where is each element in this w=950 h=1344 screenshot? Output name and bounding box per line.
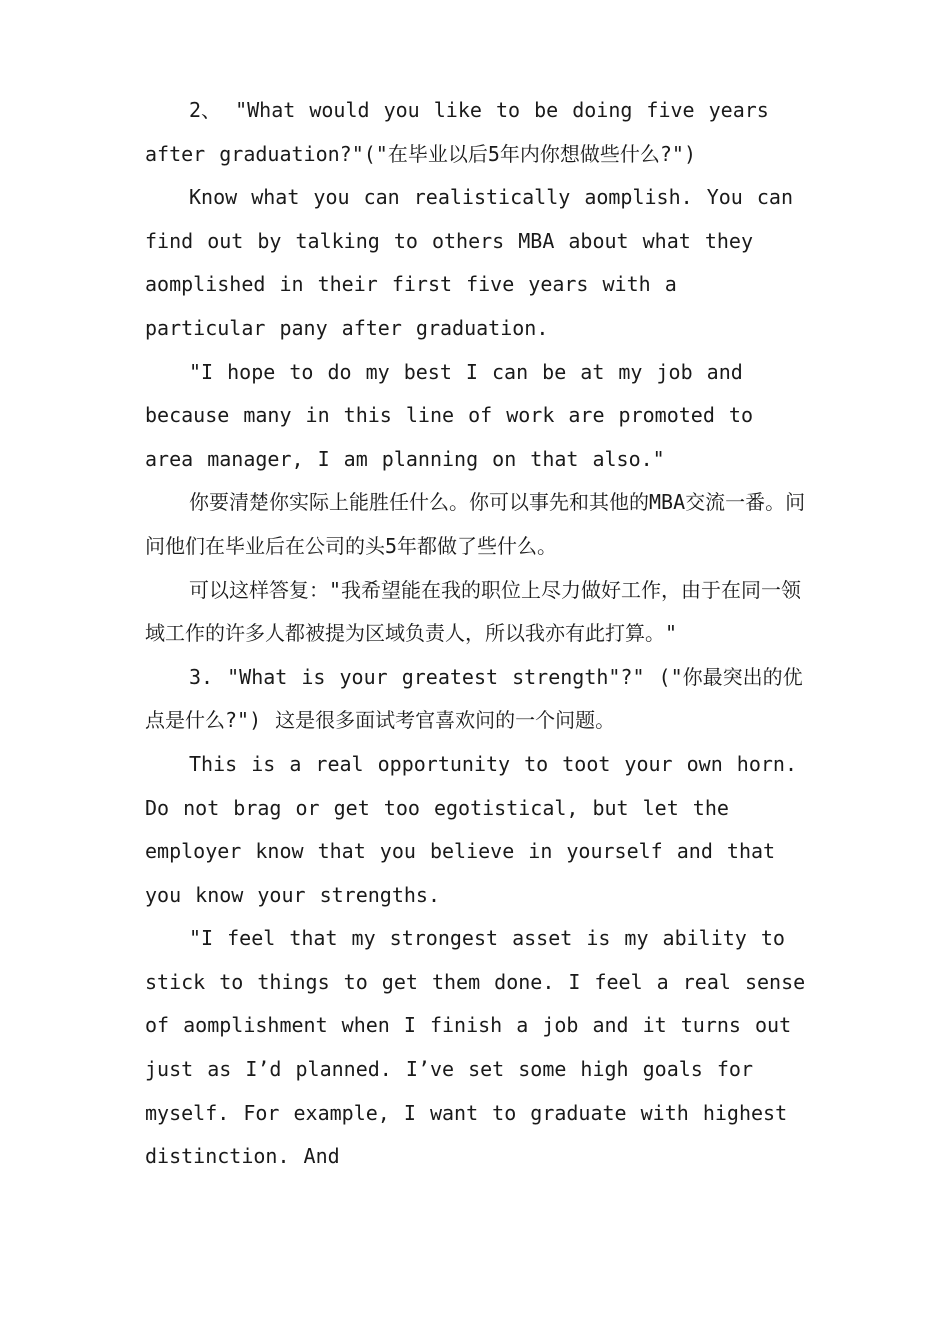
- paragraph-advice-chinese: 你要清楚你实际上能胜任什么。你可以事先和其他的MBA交流一番。问问他们在毕业后在公司的头5年都做了些什么。: [145, 490, 806, 558]
- paragraph-sample-answer-chinese: 可以这样答复："我希望能在我的职位上尽力做好工作，由于在同一领域工作的许多人都被提为区域负责人，所以我亦有此打算。": [145, 577, 802, 646]
- paragraph-advice-english: Know what you can realistically aomplish. You can find out by talking to others MBA about what they aomplished in their first five years with a particular pany after graduation.: [145, 185, 794, 340]
- document-body: [145, 89, 810, 1179]
- paragraph-question-2: 2、 "What would you like to be doing five years after graduation?"("在毕业以后5年内你想做些什么?"): [145, 98, 769, 166]
- paragraph-strength-answer: "I feel that my strongest asset is my ability to stick to things to get them done. I feel a real sense of aomplishment when I finish a job and it turns out just as I’d planned. I’ve set some high goals for myself. For example, I want to graduate with highest distinction. And: [145, 926, 806, 1169]
- paragraph-sample-answer-english: "I hope to do my best I can be at my job and because many in this line of work are promoted to area manager, I am planning on that also.": [145, 359, 754, 471]
- paragraph-question-3: 3. "What is your greatest strength"?" ("你最突出的优点是什么?") 这是很多面试考官喜欢问的一个问题。: [145, 664, 803, 733]
- paragraph-strength-advice: This is a real opportunity to toot your own horn. Do not brag or get too egotistical, but let the employer know that you believe in yourself and that you know your strengths.: [145, 751, 798, 907]
